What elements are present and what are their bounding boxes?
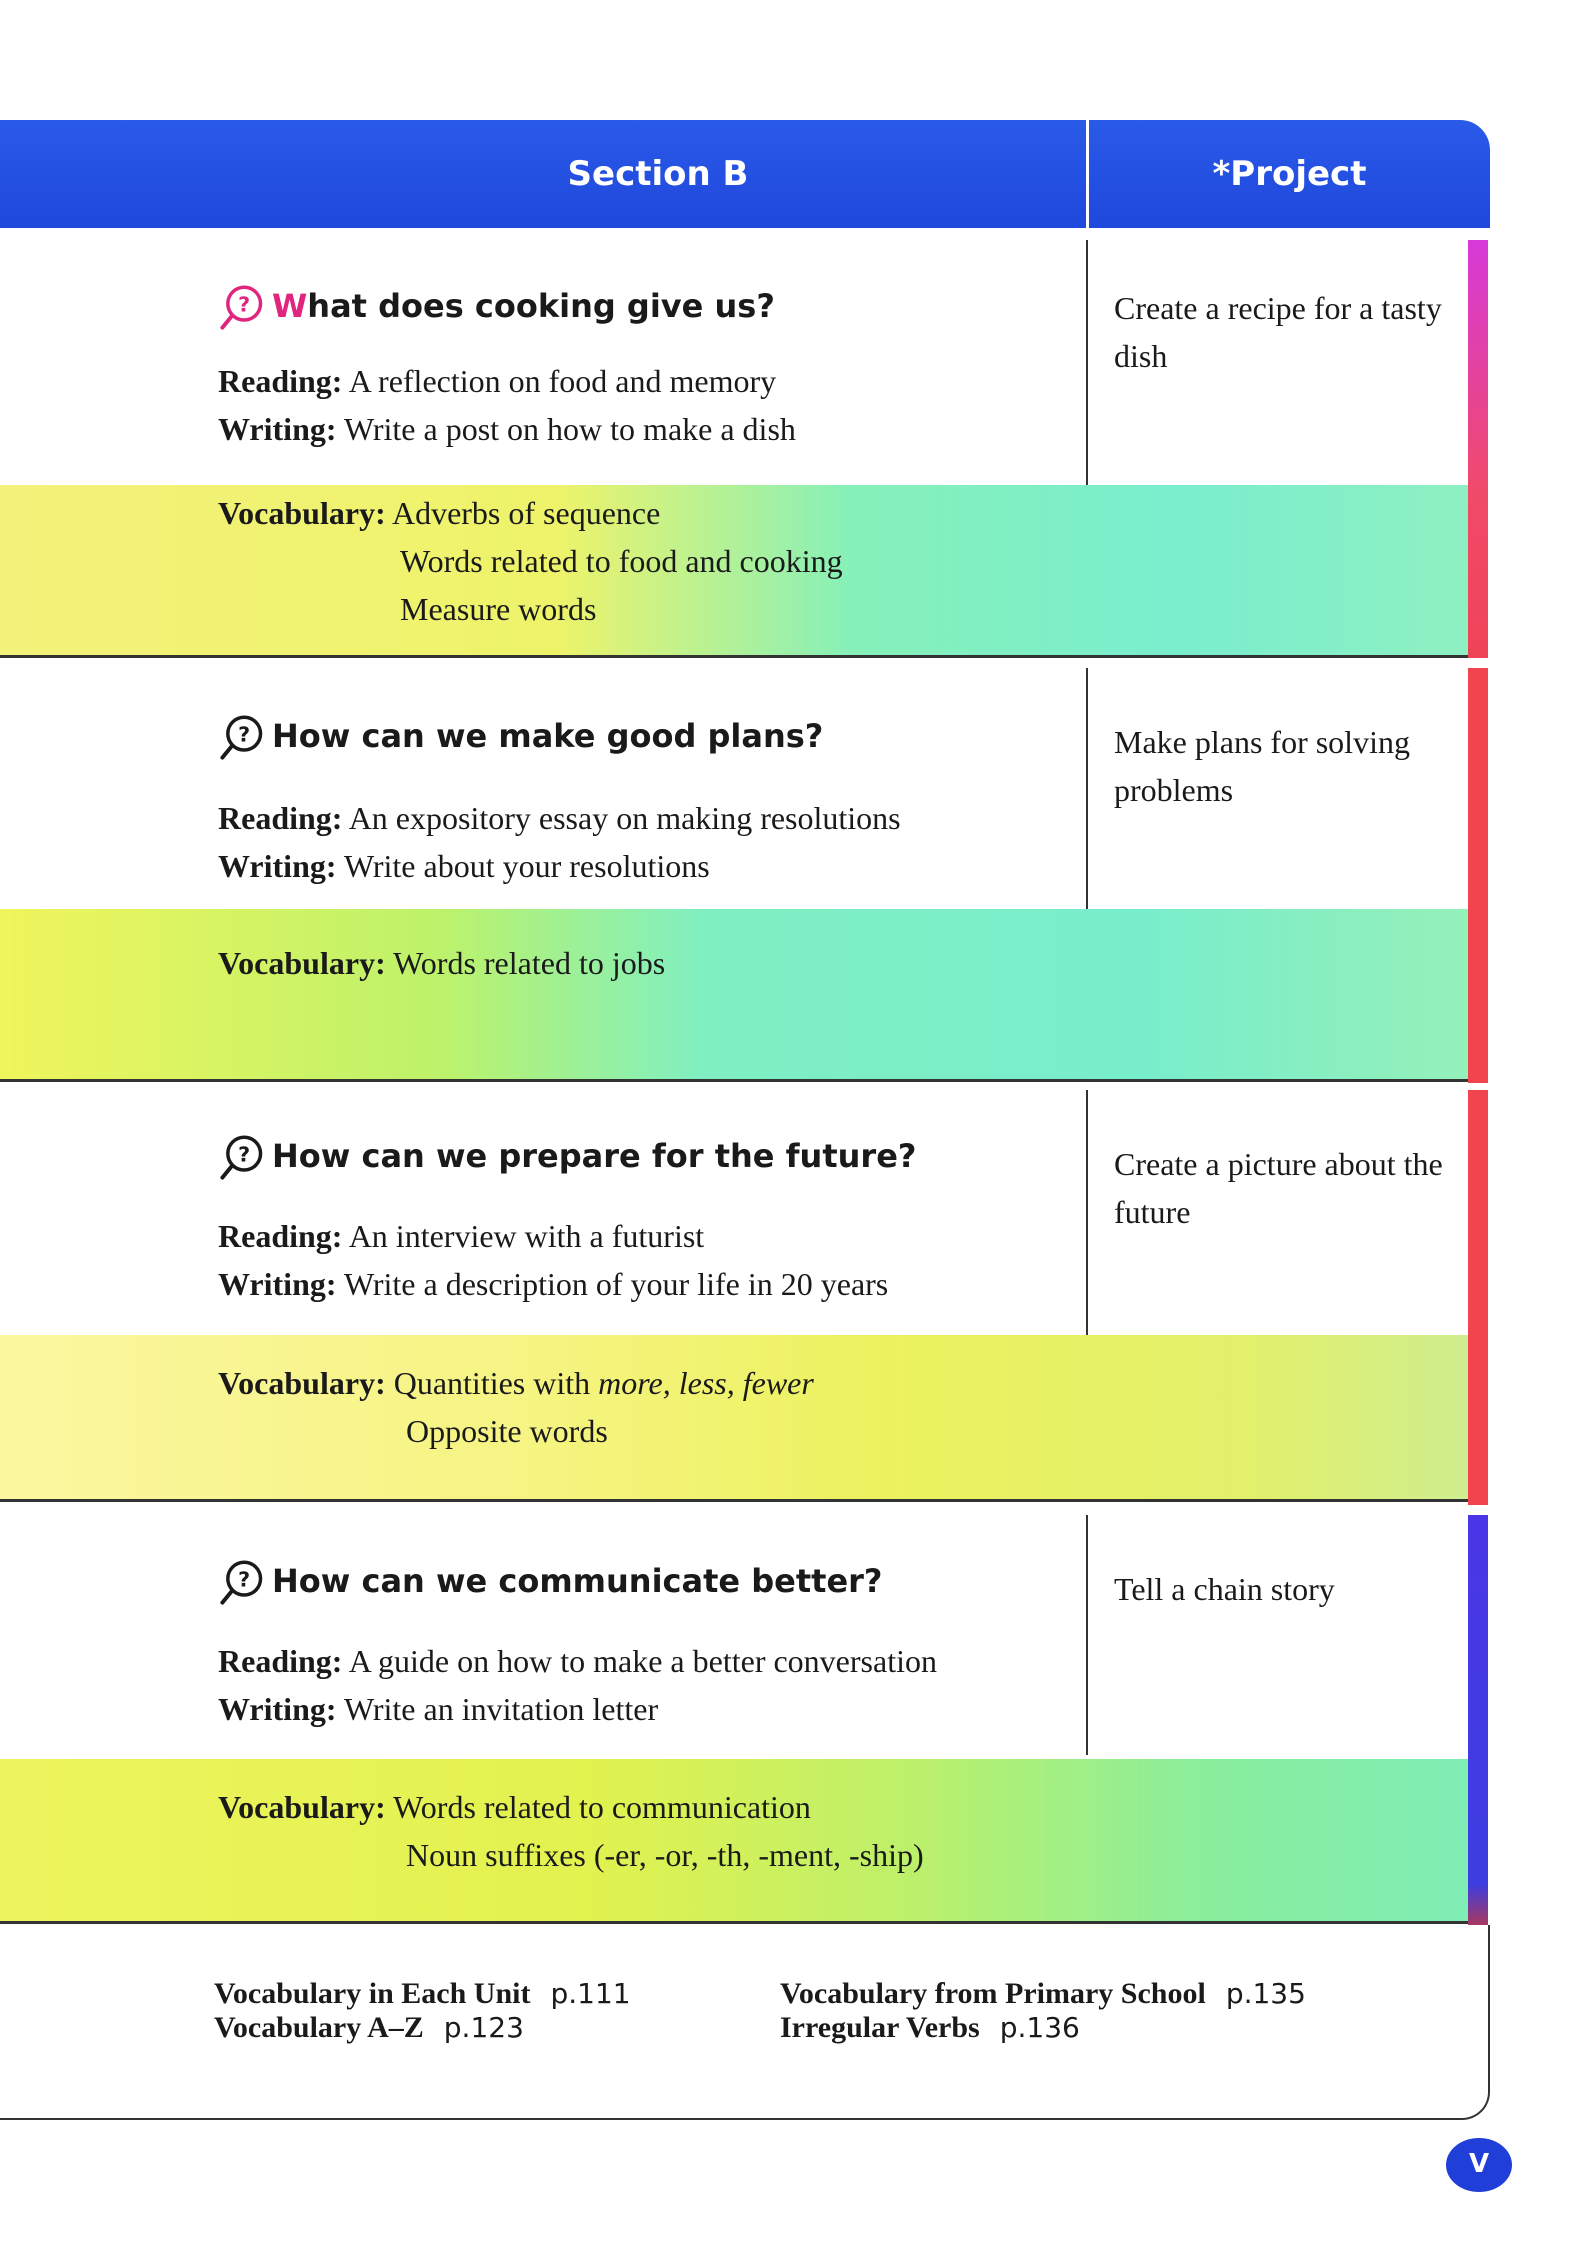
vocabulary-band (0, 909, 1468, 1079)
reading-line (218, 363, 776, 400)
column-divider (1086, 1090, 1088, 1335)
reading-label: Reading: (218, 363, 343, 399)
vocabulary-item: Adverbs of sequence (391, 495, 661, 531)
vocabulary-item: Words related to food and cooking (400, 543, 843, 579)
vocabulary-label: Vocabulary: (218, 495, 386, 531)
writing-line (218, 1266, 888, 1303)
project-text: Create a recipe for a tasty dish (1114, 290, 1442, 374)
unit-row-4 (0, 1515, 1490, 1925)
question-magnifier-icon (218, 714, 266, 762)
vocabulary-line (218, 945, 665, 982)
footer-link-vocab-a-z[interactable] (214, 2011, 524, 2045)
writing-label: Writing: (218, 1266, 337, 1302)
question-text: How can we make good plans? (272, 717, 824, 755)
vocabulary-line (218, 1789, 811, 1826)
footer-label: Irregular Verbs (780, 2011, 980, 2044)
question-text: How can we prepare for the future? (272, 1137, 917, 1175)
writing-line (218, 848, 710, 885)
footer-label: Vocabulary from Primary School (780, 1977, 1206, 2010)
reading-text: An expository essay on making resolutions (348, 800, 901, 836)
question-magnifier-icon (218, 1559, 266, 1607)
project-header: *Project (1212, 154, 1367, 194)
reading-text: An interview with a futurist (348, 1218, 705, 1254)
footer-page: p.135 (1225, 1977, 1306, 2010)
reading-label: Reading: (218, 1643, 343, 1679)
writing-text: Write about your resolutions (343, 848, 710, 884)
vocabulary-item: Measure words (400, 591, 597, 627)
column-divider (1086, 668, 1088, 909)
project-text: Create a picture about the future (1114, 1146, 1443, 1230)
footer-link-vocab-primary[interactable] (780, 1977, 1306, 2011)
writing-label: Writing: (218, 1691, 337, 1727)
reading-line (218, 800, 901, 837)
project-text: Tell a chain story (1114, 1571, 1335, 1607)
writing-line (218, 411, 796, 448)
unit-color-bar (1468, 1090, 1488, 1505)
question-first-letter: W (272, 287, 308, 325)
reading-text: A guide on how to make a better conversation (348, 1643, 937, 1679)
unit-color-bar (1468, 1515, 1488, 1925)
footer-label: Vocabulary in Each Unit (214, 1977, 531, 2010)
appendix-footer (0, 1925, 1490, 2120)
unit-color-bar (1468, 668, 1488, 1083)
row-divider (0, 1921, 1468, 1924)
reading-text: A reflection on food and memory (348, 363, 777, 399)
table-header (0, 120, 1490, 228)
writing-line (218, 1691, 658, 1728)
vocabulary-label: Vocabulary: (218, 1789, 386, 1825)
vocabulary-item: Words related to communication (393, 1789, 811, 1825)
unit-question (218, 714, 823, 762)
reading-line (218, 1218, 704, 1255)
unit-row-1 (0, 240, 1490, 658)
vocabulary-line (218, 495, 660, 532)
footer-page: p.136 (999, 2011, 1080, 2044)
question-text: How can we communicate better? (272, 1562, 883, 1600)
writing-label: Writing: (218, 411, 337, 447)
reading-label: Reading: (218, 800, 343, 836)
question-magnifier-icon (218, 1134, 266, 1182)
vocabulary-band (0, 1759, 1468, 1921)
unit-question (218, 1134, 916, 1182)
writing-text: Write a post on how to make a dish (343, 411, 796, 447)
row-divider (0, 1499, 1468, 1502)
column-divider (1086, 1515, 1088, 1755)
question-magnifier-icon (218, 284, 266, 332)
vocabulary-label: Vocabulary: (218, 945, 386, 981)
vocabulary-italic: more, less, fewer (598, 1365, 814, 1401)
footer-link-vocab-each-unit[interactable] (214, 1977, 631, 2011)
vocabulary-item: Noun suffixes (-er, -or, -th, -ment, -ship) (406, 1837, 924, 1873)
column-divider (1086, 240, 1088, 485)
section-b-header: Section B (567, 154, 749, 194)
unit-row-3 (0, 1090, 1490, 1505)
unit-row-2 (0, 668, 1490, 1083)
row-divider (0, 655, 1468, 658)
writing-text: Write a description of your life in 20 years (343, 1266, 889, 1302)
row-divider (0, 1079, 1468, 1082)
reading-label: Reading: (218, 1218, 343, 1254)
footer-page: p.111 (550, 1977, 631, 2010)
unit-question (218, 284, 775, 332)
vocabulary-band (0, 1335, 1468, 1499)
unit-color-bar (1468, 240, 1488, 658)
vocabulary-item: Opposite words (406, 1413, 608, 1449)
vocabulary-item: Quantities with (393, 1365, 599, 1401)
footer-link-irregular-verbs[interactable] (780, 2011, 1080, 2045)
reading-line (218, 1643, 937, 1680)
vocabulary-band (0, 485, 1468, 655)
vocabulary-label: Vocabulary: (218, 1365, 386, 1401)
footer-page: p.123 (443, 2011, 524, 2044)
vocabulary-item: Words related to jobs (393, 945, 666, 981)
footer-label: Vocabulary A–Z (214, 2011, 424, 2044)
project-text: Make plans for solving problems (1114, 724, 1410, 808)
unit-question (218, 1559, 882, 1607)
vocabulary-line (218, 1365, 814, 1402)
writing-text: Write an invitation letter (343, 1691, 659, 1727)
writing-label: Writing: (218, 848, 337, 884)
page-number: V (1446, 2138, 1512, 2192)
question-text: hat does cooking give us? (307, 287, 775, 325)
